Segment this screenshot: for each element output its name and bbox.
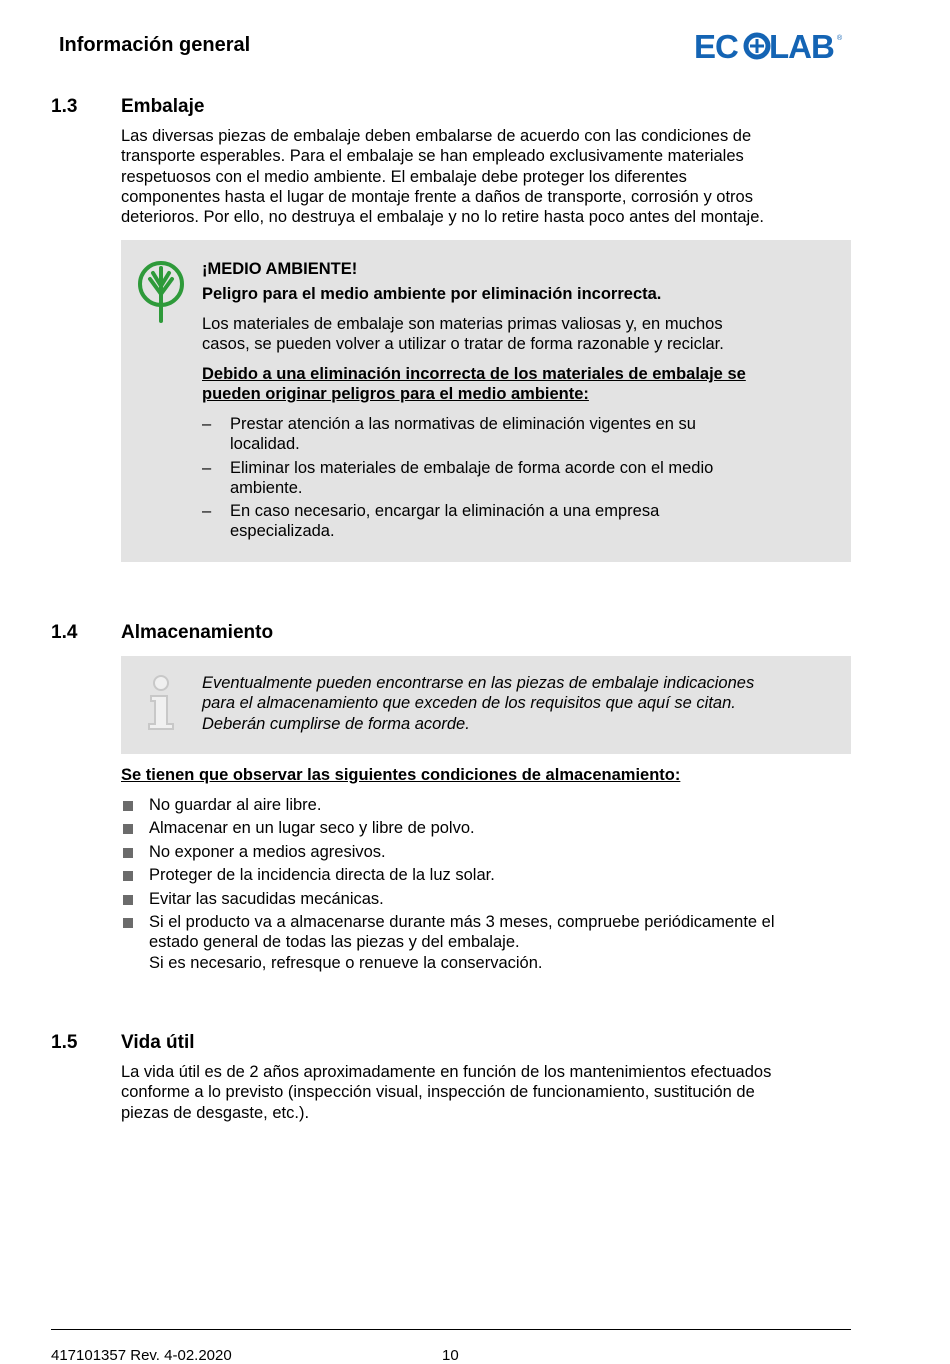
paragraph-line: componentes hasta el lugar de montaje frente a daños de transporte, corrosión y otros: [121, 187, 753, 206]
info-note-text: [202, 673, 827, 734]
footer-page-number: 10: [442, 1347, 459, 1364]
section-number: 1.4: [51, 622, 78, 643]
svg-text:EC: EC: [694, 30, 738, 62]
square-bullet-icon: [123, 918, 133, 928]
dash-marker: –: [202, 459, 212, 477]
environment-heading: ¡MEDIO AMBIENTE!: [202, 260, 358, 278]
footer-document-reference: 417101357 Rev. 4-02.2020: [51, 1347, 232, 1364]
environment-subheading: Peligro para el medio ambiente por eliminación incorrecta.: [202, 285, 662, 303]
square-bullet-icon: [123, 801, 133, 811]
list-item-line: localidad.: [230, 435, 300, 454]
list-item: [121, 865, 851, 885]
list-item-line: Si el producto va a almacenarse durante más 3 meses, compruebe periódicamente el: [149, 913, 775, 931]
list-item-line: Evitar las sacudidas mecánicas.: [149, 890, 384, 908]
list-item-line: Eliminar los materiales de embalaje de forma acorde con el medio: [230, 459, 714, 477]
list-item: [121, 818, 851, 838]
info-icon: [145, 674, 177, 737]
env-underlined-line: pueden originar peligros para el medio ambiente:: [202, 385, 589, 404]
square-bullet-icon: [123, 895, 133, 905]
list-item: [202, 458, 830, 499]
dash-marker: –: [202, 415, 212, 433]
square-bullet-icon: [123, 871, 133, 881]
section-title-vida-util: Vida útil: [121, 1032, 195, 1053]
environment-text: [202, 314, 827, 355]
embalaje-paragraph: [121, 126, 851, 227]
section-number: 1.3: [51, 96, 78, 117]
page-header-title: Información general: [59, 34, 251, 56]
tree-icon: [137, 258, 185, 329]
storage-conditions-heading: Se tienen que observar las siguientes condiciones de almacenamiento:: [121, 766, 681, 784]
paragraph-line: deterioros. Por ello, no destruya el embalaje y no lo retire hasta poco antes del montaje.: [121, 208, 764, 227]
env-text-line: Los materiales de embalaje son materias primas valiosas y, en muchos: [202, 315, 723, 333]
dash-marker: –: [202, 502, 212, 520]
info-note-box: [121, 656, 851, 754]
paragraph-line: Las diversas piezas de embalaje deben embalarse de acuerdo con las condiciones de: [121, 127, 752, 145]
footer-divider: [51, 1329, 851, 1330]
section-number: 1.5: [51, 1032, 78, 1053]
list-item-line: Proteger de la incidencia directa de la luz solar.: [149, 866, 495, 884]
info-line: para el almacenamiento que exceden de los requisitos que aquí se citan.: [202, 694, 736, 713]
env-text-line: casos, se pueden volver a utilizar o tratar de forma razonable y reciclar.: [202, 335, 724, 354]
paragraph-line: conforme a lo previsto (inspección visual, inspección de funcionamiento, sustitución de: [121, 1083, 755, 1102]
list-item-line: No exponer a medios agresivos.: [149, 843, 386, 861]
list-item-line: especializada.: [230, 522, 335, 541]
list-item-line: No guardar al aire libre.: [149, 796, 322, 814]
list-item: [202, 501, 830, 542]
list-item-line: ambiente.: [230, 479, 303, 498]
list-item: [121, 842, 851, 862]
ecolab-logo: [694, 30, 844, 62]
environment-underlined-text: [202, 364, 827, 405]
paragraph-line: transporte esperables. Para el embalaje se han empleado exclusivamente materiales: [121, 147, 744, 166]
list-item-line: Si es necesario, refresque o renueve la conservación.: [149, 953, 543, 972]
environment-warning-box: [121, 240, 851, 562]
info-line: Eventualmente pueden encontrarse en las piezas de embalaje indicaciones: [202, 674, 755, 692]
list-item: [121, 889, 851, 909]
info-line: Deberán cumplirse de forma acorde.: [202, 714, 470, 733]
square-bullet-icon: [123, 824, 133, 834]
list-item-line: En caso necesario, encargar la eliminación a una empresa: [230, 502, 660, 520]
square-bullet-icon: [123, 848, 133, 858]
paragraph-line: piezas de desgaste, etc.).: [121, 1103, 310, 1122]
svg-text:®: ®: [837, 35, 843, 42]
env-underlined-line: Debido a una eliminación incorrecta de los materiales de embalaje se: [202, 365, 746, 383]
list-item: [202, 414, 830, 455]
section-title-embalaje: Embalaje: [121, 96, 205, 117]
list-item: [121, 795, 851, 815]
svg-text:LAB: LAB: [769, 30, 834, 62]
list-item: [121, 912, 851, 973]
list-item-line: Prestar atención a las normativas de eliminación vigentes en su: [230, 415, 696, 433]
list-item-line: Almacenar en un lugar seco y libre de polvo.: [149, 819, 475, 837]
vida-util-paragraph: [121, 1062, 851, 1123]
paragraph-line: La vida útil es de 2 años aproximadamente en función de los mantenimientos efectuados: [121, 1063, 772, 1081]
section-title-almacenamiento: Almacenamiento: [121, 622, 274, 643]
list-item-line: estado general de todas las piezas y del embalaje.: [149, 933, 520, 952]
paragraph-line: respetuosos con el medio ambiente. El embalaje debe proteger los diferentes: [121, 167, 687, 186]
